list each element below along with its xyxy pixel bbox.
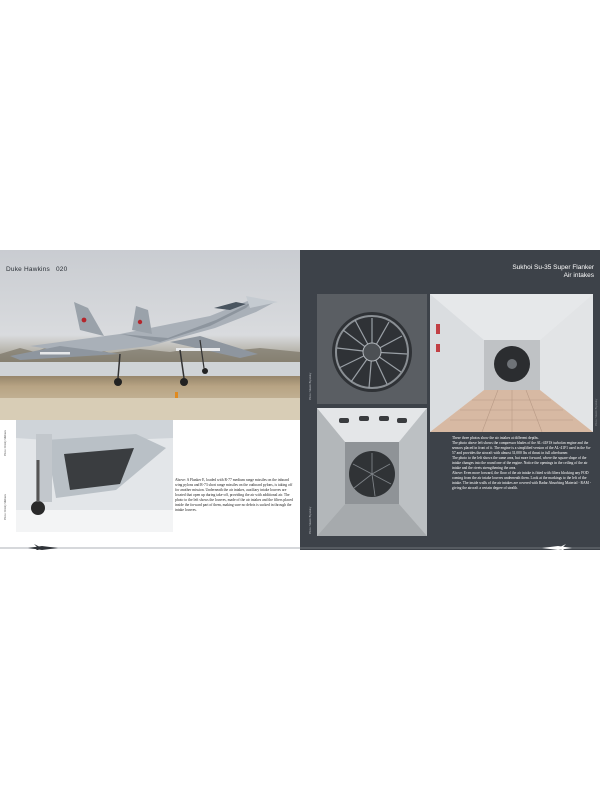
header-title: Sukhoi Su-35 Super Flanker [512, 264, 594, 271]
photo-credit-2: Photo: Dmitry Mikheev [4, 493, 7, 520]
footer-jet-silhouette-icon [0, 543, 300, 550]
page-header [512, 264, 594, 280]
footer-strip [300, 540, 600, 550]
aircraft-illustration [0, 250, 300, 420]
header-title: Duke Hawkins [6, 266, 50, 273]
photo-compressor-blades [317, 294, 427, 404]
page-number: 020 [55, 266, 68, 273]
caption-paragraph: Above: Even more forward, the floor of the air intake is fitted with filters blocking any FOD coming from the air intake louvres underneath them. Look at the markings to the left of the intake. The inside walls of the air intakes are covered with Radar Absorbing Material - RAM - giving the aircraft a certain degree of stealth. [452, 471, 592, 490]
photo-credit-1: Photo: Maxim Bryansky [309, 372, 312, 400]
hero-photo-takeoff [0, 250, 300, 420]
intake-tunnel-illustration [430, 294, 593, 432]
photo-credit-1: Photo: Dmitry Mikheev [4, 429, 7, 456]
header-subtitle: Air intakes [563, 272, 594, 279]
photo-credit-3: Photo: Maxim Bryansky [595, 398, 598, 426]
book-spread [0, 250, 600, 550]
caption-right [452, 436, 594, 491]
caption-left: Above: A Flanker E, loaded with R-77 medium range missiles on the inboard wing pylons and R-73 short range missiles on the outboard pylons, is taking off for another mission. Underneath the air intakes, auxiliary intake louvres are located that open up during take-off, providing the air with additional air. The photo to the left shows the louvres, made of the air intakes and the filters placed inside the forward part of them, making sure no debris is sucked in through the intake louvres. [175, 478, 293, 512]
footer-strip [0, 540, 300, 550]
inset-photo-intake-louvres [16, 420, 173, 532]
left-page [0, 250, 300, 550]
caption-paragraph: The photo above left shows the compressor blades of the AL-41F1S turbofan engine and the sensors placed in front of it. The engine is a simplified version of the AL-41F1 used in the Su-57 and provides the aircraft with almost 31,000 lbs of thrust in full afterburner. [452, 441, 591, 455]
caption-paragraph: These three photos show the air intakes at different depths. [452, 436, 539, 440]
page-header [6, 266, 67, 273]
photo-credit-2: Photo: Maxim Bryansky [309, 506, 312, 534]
photo-intake-transition [317, 408, 427, 536]
intake-louvre-illustration [16, 420, 173, 532]
intake-transition-illustration [317, 408, 427, 536]
photo-intake-floor-filters [430, 294, 593, 432]
footer-jet-silhouette-icon [300, 543, 600, 550]
caption-paragraph: The photo to the left shows the same area, but more forward, where the square shape of the intake changes into the round one of the engine. Notice the openings in the ceiling of the air intake and the rivets strengthening the area. [452, 456, 588, 470]
engine-face-illustration [317, 294, 427, 404]
right-page [300, 250, 600, 550]
